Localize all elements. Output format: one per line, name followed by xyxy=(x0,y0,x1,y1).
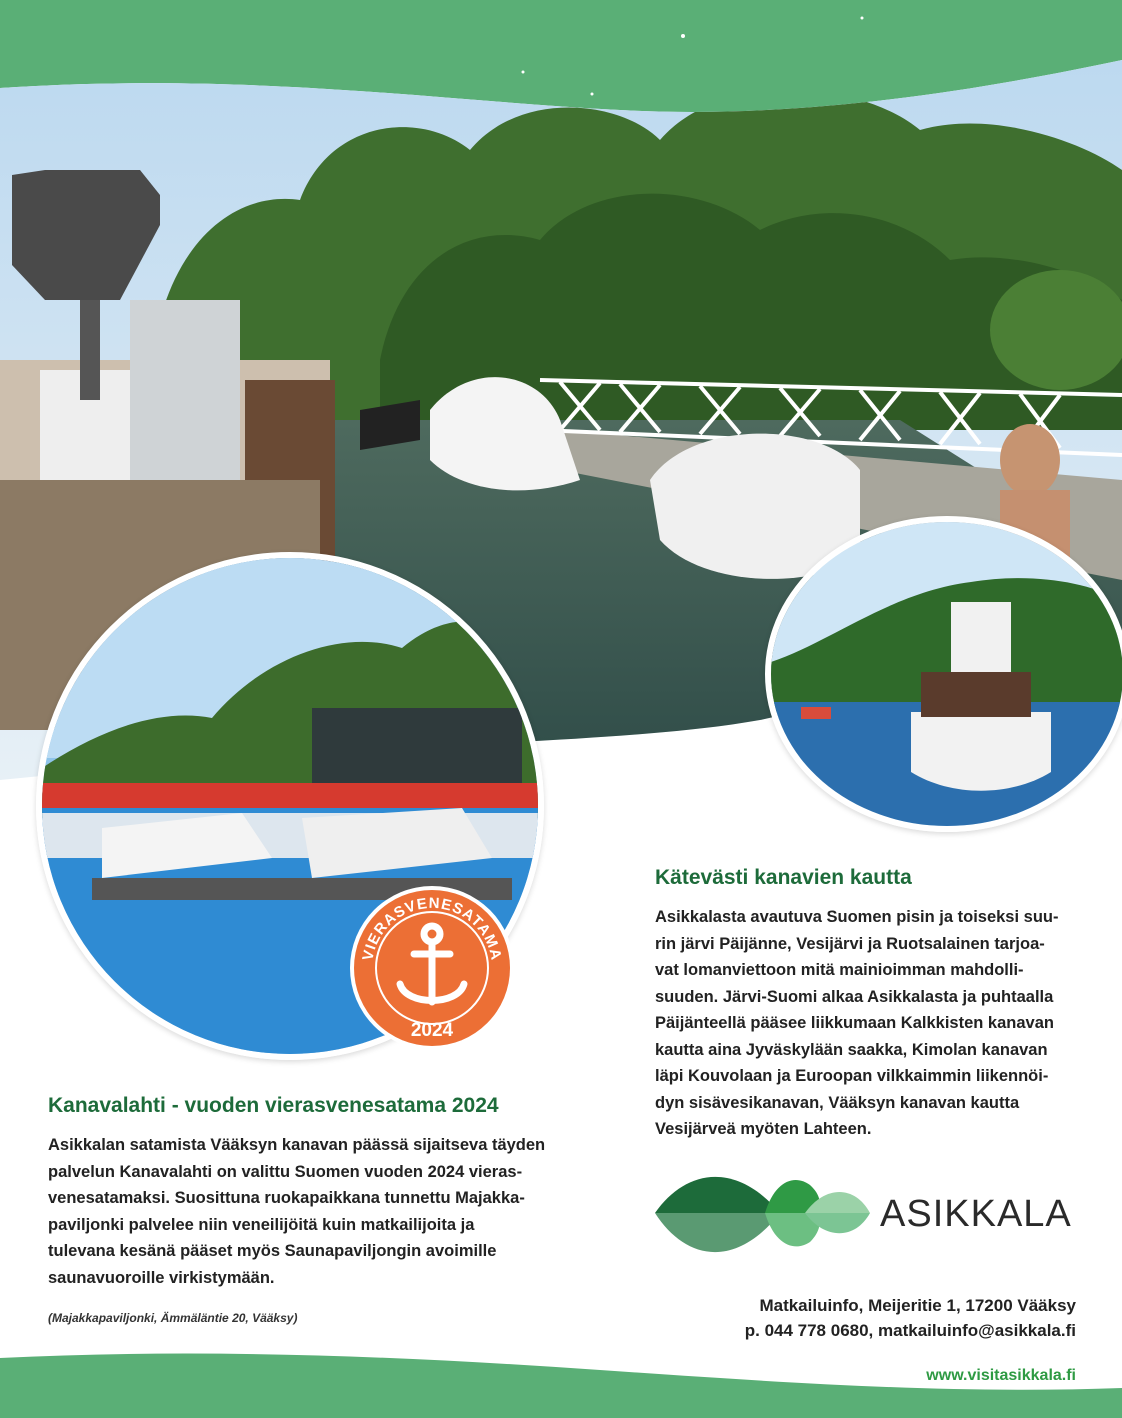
right-heading: Kätevästi kanavien kautta xyxy=(655,866,912,889)
right-body-line: Vesijärveä myöten Lahteen. xyxy=(655,1120,872,1138)
left-body-line: saunavuoroille virkistymään. xyxy=(48,1268,275,1287)
contact-info xyxy=(745,1293,1076,1343)
badge-arc-text: VIERASVENESATAMA xyxy=(359,894,505,963)
right-body-line: suuden. Järvi-Suomi alkaa Asikkalasta ja puhtaalla xyxy=(655,987,1054,1006)
contact-phone-email[interactable]: p. 044 778 0680, matkailuinfo@asikkala.fi xyxy=(744,1321,1076,1340)
left-body-line: tulevana kesänä pääset myös Saunapaviljongin avoimille xyxy=(48,1242,497,1260)
left-body-line: Asikkalan satamista Vääksyn kanavan päässä sijaitseva täyden xyxy=(48,1136,546,1154)
right-body-line: vat lomanviettoon mitä mainioimman mahdolli- xyxy=(655,961,1024,979)
left-body-line: palvelun Kanavalahti on valittu Suomen vuoden 2024 vieras- xyxy=(48,1162,523,1181)
right-body-line: Päijänteellä pääsee liikkumaan Kalkkisten kanavan xyxy=(655,1014,1054,1032)
logo-wordmark: ASIKKALA xyxy=(880,1193,1072,1235)
canal-boat-photo xyxy=(765,516,1122,832)
guest-harbour-2024-badge xyxy=(348,884,516,1052)
badge-year: 2024 xyxy=(410,1020,454,1041)
contact-address: Matkailuinfo, Meijeritie 1, 17200 Vääksy xyxy=(759,1296,1076,1315)
right-body xyxy=(655,904,1075,1143)
right-body-line: kautta aina Jyväskylään saakka, Kimolan kanavan xyxy=(655,1040,1048,1059)
left-body-line: venesatamaksi. Suosittuna ruokapaikkana tunnettu Majakka- xyxy=(48,1189,525,1207)
right-body-line: rin järvi Päijänne, Vesijärvi ja Ruotsalainen tarjoa- xyxy=(655,934,1045,953)
website-link[interactable]: www.visitasikkala.fi xyxy=(926,1367,1076,1384)
right-body-line: läpi Kouvolaan ja Euroopan vilkkaimmin liikennöi- xyxy=(655,1067,1049,1085)
right-body-line: Asikkalasta avautuva Suomen pisin ja toiseksi suu- xyxy=(655,908,1059,926)
restaurant-address: (Majakkapaviljonki, Ämmäläntie 20, Vääksy) xyxy=(48,1311,298,1325)
right-body-line: dyn sisävesikanavan, Vääksyn kanavan kautta xyxy=(655,1093,1020,1112)
left-heading: Kanavalahti - vuoden vierasvenesatama 2024 xyxy=(48,1094,499,1117)
left-body-line: paviljonki palvelee niin veneilijöitä kuin matkailijoita ja xyxy=(48,1215,475,1234)
left-body xyxy=(48,1132,568,1291)
